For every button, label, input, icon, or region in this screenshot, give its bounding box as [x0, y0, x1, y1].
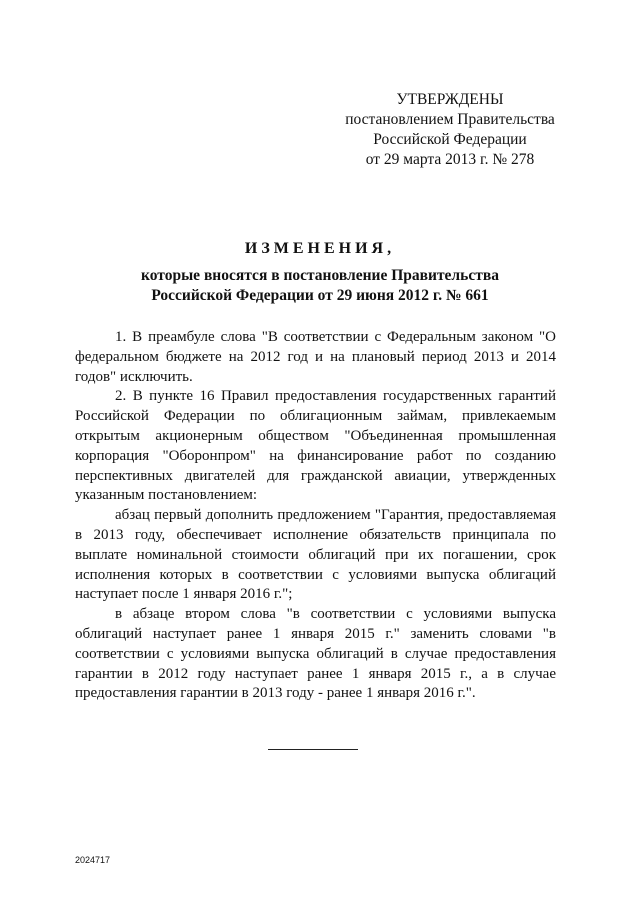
approval-line-date: от 29 марта 2013 г. № 278: [365, 151, 535, 168]
document-title: ИЗМЕНЕНИЯ,: [244, 240, 396, 257]
approval-line-federation: Российской Федерации: [373, 131, 527, 148]
footer-document-code: 2024717: [75, 855, 111, 865]
approval-line-resolution: постановлением Правительства: [345, 111, 555, 128]
subtitle-line-2: Российской Федерации от 29 июня 2012 г. № 661: [151, 287, 489, 304]
end-divider: [268, 749, 358, 750]
document-body: [75, 328, 556, 704]
approval-stamp: [330, 90, 570, 170]
paragraph-1: 1. В преамбуле слова "В соответствии с Федеральным законом "О федеральном бюджете на 2012 год и на плановый период 2013 и 2014 годов" исключить.: [75, 329, 556, 385]
approval-line-approved: УТВЕРЖДЕНЫ: [396, 91, 504, 108]
subtitle-line-1: которые вносятся в постановление Правительства: [141, 267, 499, 284]
paragraph-3: абзац первый дополнить предложением "Гарантия, предоставляемая в 2013 году, обеспечивает исполнение обязательств принципала по выплате номинальной стоимости облигаций при их погашении, срок исполнения которых в соответствии с условиями выпуска облигаций наступает после 1 января 2016 г.";: [75, 507, 556, 603]
paragraph-2: 2. В пункте 16 Правил предоставления государственных гарантий Российской Федерации по облигационным займам, привлекаемым открытым акционерным обществом "Объединенная промышленная корпорация "Оборонпром" на финансирование работ по созданию перспективных двигателей для гражданской авиации, утвержденных указанным постановлением:: [75, 388, 556, 504]
paragraph-4: в абзаце втором слова "в соответствии с условиями выпуска облигаций наступает ранее 1 января 2015 г." заменить словами "в соответствии с условиями выпуска облигаций в случае предоставления гарантии в 2012 году наступает ранее 1 января 2015 г., а в случае предоставления гарантии в 2013 году - ранее 1 января 2016 г.".: [75, 606, 556, 702]
document-subtitle: [60, 266, 580, 306]
